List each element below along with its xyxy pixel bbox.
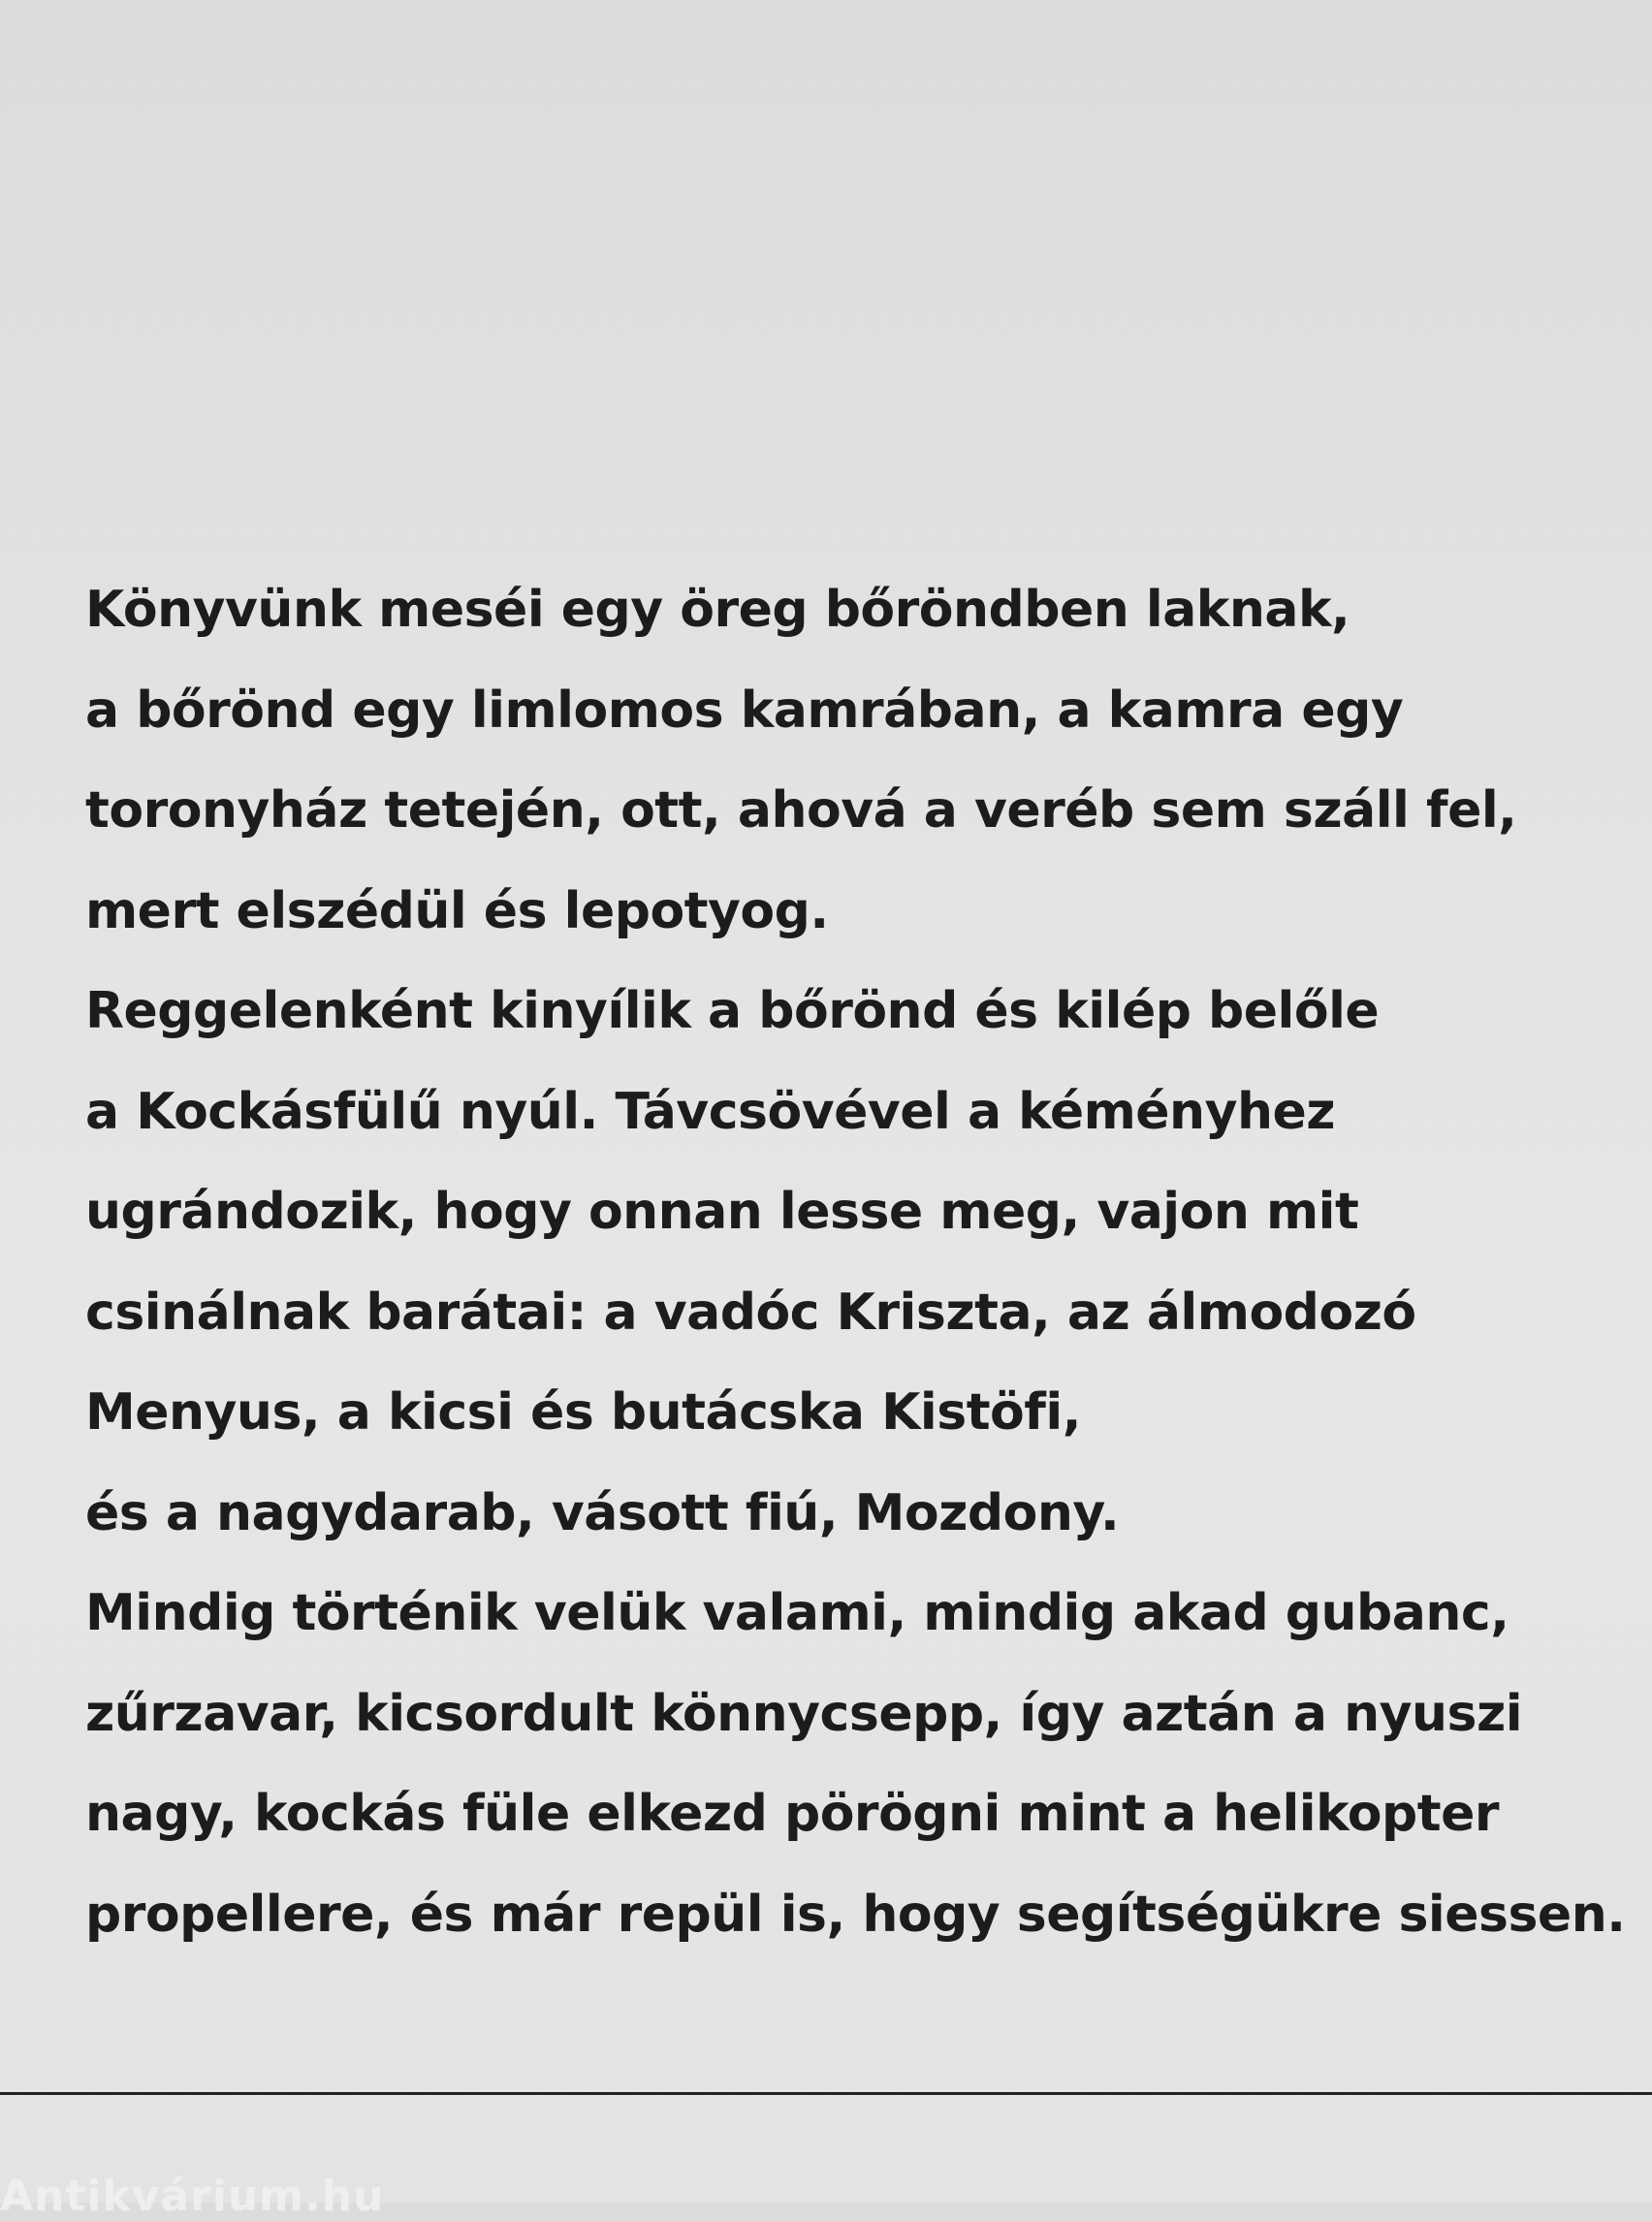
text-line: mert elszédül és lepotyog. — [85, 881, 829, 940]
text-line: a bőrönd egy limlomos kamrában, a kamra egy — [85, 681, 1404, 740]
text-line: Mindig történik velük valami, mindig akad gubanc, — [85, 1584, 1509, 1642]
text-line: Menyus, a kicsi és butácska Kistöfi, — [85, 1383, 1081, 1442]
text-line: zűrzavar, kicsordult könnycsepp, így aztán a nyuszi — [85, 1684, 1523, 1743]
horizontal-rule — [0, 2092, 1652, 2095]
text-line: a Kockásfülű nyúl. Távcsövével a kéményhez — [85, 1082, 1336, 1141]
text-line: csinálnak barátai: a vadóc Kriszta, az álmodozó — [85, 1283, 1416, 1342]
text-line: ugrándozik, hogy onnan lesse meg, vajon mit — [85, 1183, 1359, 1241]
text-line: nagy, kockás füle elkezd pörögni mint a helikopter — [85, 1785, 1499, 1843]
watermark: Antikvárium.hu — [0, 2172, 385, 2221]
text-line: Reggelenként kinyílik a bőrönd és kilép belőle — [85, 982, 1380, 1040]
text-line: és a nagydarab, vásott fiú, Mozdony. — [85, 1483, 1120, 1542]
text-line: propellere, és már repül is, hogy segítségükre siessen. — [85, 1885, 1626, 1944]
story-paragraph — [85, 560, 1626, 1965]
text-line: toronyház tetején, ott, ahová a veréb sem száll fel, — [85, 781, 1517, 840]
text-line: Könyvünk meséi egy öreg bőröndben laknak, — [85, 581, 1350, 639]
